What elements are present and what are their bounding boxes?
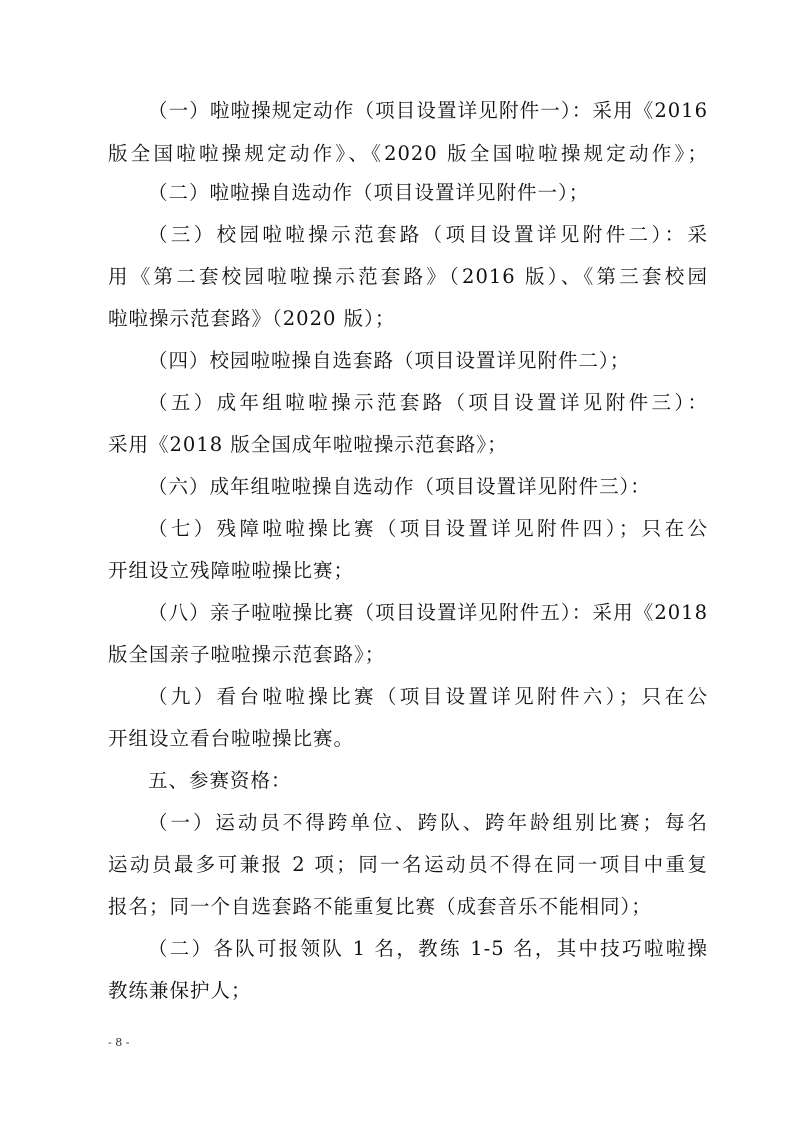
text-line: （二）啦啦操自选动作（项目设置详见附件一）； [148,181,590,204]
text-line: 啦啦操示范套路》（2020 版）； [108,307,396,330]
page-number: - 8 - [108,1036,130,1049]
text-line: （五）成年组啦啦操示范套路（项目设置详见附件三）： [148,391,708,414]
text-line: 版全国啦啦操规定动作》、《2020 版全国啦啦操规定动作》； [108,142,708,165]
text-line: （三）校园啦啦操示范套路（项目设置详见附件二）：采 [148,223,708,246]
text-line: 版全国亲子啦啦操示范套路》； [108,643,386,666]
text-line: 运动员最多可兼报 2 项；同一名运动员不得在同一项目中重复 [108,853,708,876]
text-line: （四）校园啦啦操自选套路（项目设置详见附件二）； [148,349,631,372]
text-line: （一）啦啦操规定动作（项目设置详见附件一）：采用《2016 [148,99,708,122]
text-line: 用《第二套校园啦啦操示范套路》（2016 版）、《第三套校园 [108,265,708,288]
text-line: 开组设立残障啦啦操比赛； [108,559,355,582]
text-line: 教练兼保护人； [108,979,252,1002]
section-heading: 五、参赛资格： [148,769,292,792]
text-line: （二）各队可报领队 1 名，教练 1-5 名，其中技巧啦啦操 [148,937,708,960]
text-line: （九）看台啦啦操比赛（项目设置详见附件六）；只在公 [148,685,708,708]
text-line: （六）成年组啦啦操自选动作（项目设置详见附件三）： [148,475,651,498]
text-line: （一）运动员不得跨单位、跨队、跨年龄组别比赛；每名 [148,811,708,834]
text-line: 开组设立看台啦啦操比赛。 [108,727,355,750]
text-line: （八）亲子啦啦操比赛（项目设置详见附件五）：采用《2018 [148,601,708,624]
text-line: （七）残障啦啦操比赛（项目设置详见附件四）；只在公 [148,517,708,540]
text-line: 采用《2018 版全国成年啦啦操示范套路》； [108,433,508,456]
text-line: 报名；同一个自选套路不能重复比赛（成套音乐不能相同）； [108,895,652,918]
